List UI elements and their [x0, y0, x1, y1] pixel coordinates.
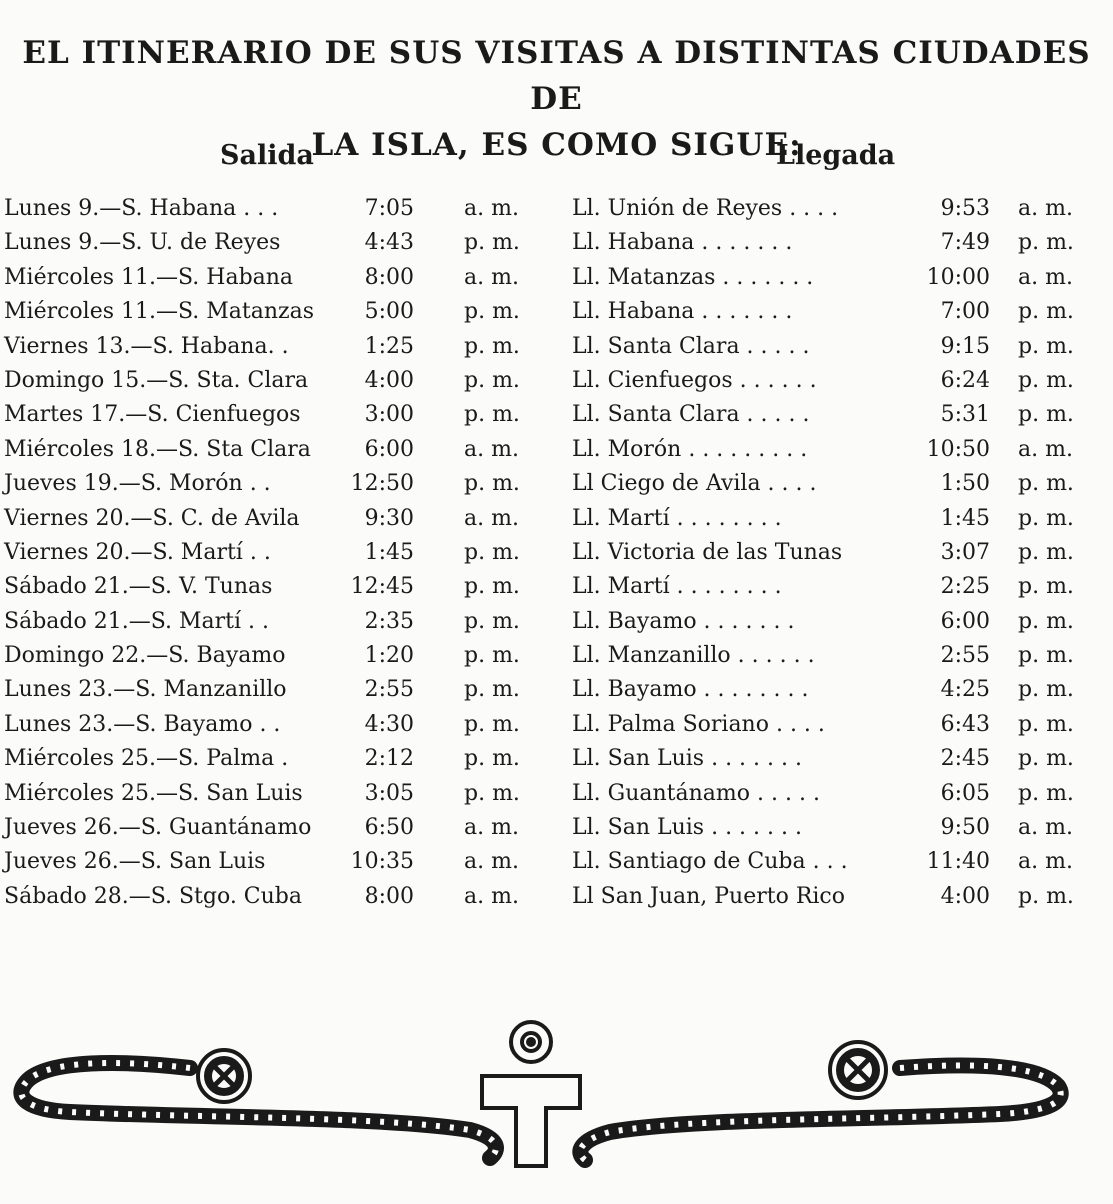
arrival-place: Ll. Martí . . . . . . . .	[572, 574, 782, 600]
arrival-ampm: p. m.	[1018, 643, 1074, 669]
departure-column-header: Salida	[220, 140, 314, 171]
arrival-ampm: p. m.	[1018, 402, 1074, 428]
arrival-place: Ll San Juan, Puerto Rico	[572, 883, 846, 909]
departure-ampm: p. m.	[464, 746, 520, 772]
arrival-row	[572, 673, 1108, 707]
departure-time: 6:00	[364, 436, 414, 462]
departure-ampm: p. m.	[464, 402, 520, 428]
departure-row	[4, 467, 534, 501]
arrival-time: 2:25	[940, 574, 990, 600]
departure-time: 4:30	[364, 711, 414, 737]
arrival-ampm: a. m.	[1018, 264, 1073, 290]
departure-ampm: a. m.	[464, 264, 519, 290]
arrival-place: Ll. Unión de Reyes . . . .	[572, 196, 839, 221]
arrival-row	[572, 639, 1108, 673]
departure-row	[4, 261, 534, 295]
arrival-place: Ll. Habana . . . . . . .	[572, 299, 793, 325]
departure-time: 12:50	[350, 471, 414, 497]
arrival-row	[572, 502, 1108, 536]
departure-row	[4, 570, 534, 604]
arrival-ampm: p. m.	[1018, 539, 1074, 565]
arrival-ampm: a. m.	[1018, 196, 1073, 221]
arrival-time: 4:00	[940, 883, 990, 909]
departure-time: 2:12	[364, 746, 414, 772]
arrival-place: Ll. Manzanillo . . . . . .	[572, 643, 815, 669]
departure-time: 1:45	[364, 539, 414, 565]
departure-time: 1:25	[364, 333, 414, 359]
departure-time: 1:20	[364, 643, 414, 669]
departure-time: 8:00	[364, 883, 414, 909]
departure-row	[4, 295, 534, 329]
arrival-place: Ll. San Luis . . . . . . .	[572, 815, 802, 841]
departure-ampm: p. m.	[464, 230, 520, 256]
arrival-time: 7:00	[940, 299, 990, 325]
departure-place: Miércoles 25.—S. San Luis	[4, 780, 303, 806]
arrival-time: 1:50	[940, 471, 990, 497]
departure-place: Domingo 22.—S. Bayamo	[4, 643, 286, 669]
arrival-place: Ll. Guantánamo . . . . .	[572, 780, 820, 806]
departure-ampm: a. m.	[464, 815, 519, 841]
arrival-place: Ll. Palma Soriano . . . .	[572, 711, 825, 737]
departure-place: Martes 17.—S. Cienfuegos	[4, 402, 301, 428]
arrival-ampm: a. m.	[1018, 815, 1073, 841]
arrival-row	[572, 433, 1108, 467]
departure-list	[4, 192, 534, 914]
itinerary-title	[0, 30, 1113, 168]
departure-row	[4, 811, 534, 845]
departure-time: 10:35	[350, 849, 414, 875]
departure-place: Viernes 20.—S. C. de Avila	[4, 505, 300, 531]
arrival-ampm: a. m.	[1018, 849, 1073, 875]
departure-ampm: p. m.	[464, 333, 520, 359]
arrival-place: Ll. Habana . . . . . . .	[572, 230, 793, 256]
arrival-ampm: p. m.	[1018, 746, 1074, 772]
departure-row	[4, 330, 534, 364]
arrival-row	[572, 880, 1108, 914]
departure-place: Lunes 9.—S. Habana . . .	[4, 196, 279, 221]
arrival-row	[572, 364, 1108, 398]
arrival-row	[572, 226, 1108, 260]
departure-place: Domingo 15.—S. Sta. Clara	[4, 367, 309, 393]
departure-ampm: a. m.	[464, 883, 519, 909]
departure-row	[4, 880, 534, 914]
departure-row	[4, 226, 534, 260]
arrival-place: Ll. Santa Clara . . . . .	[572, 402, 810, 428]
departure-ampm: a. m.	[464, 505, 519, 531]
departure-time: 9:30	[364, 505, 414, 531]
departure-time: 2:55	[364, 677, 414, 703]
departure-time: 8:00	[364, 264, 414, 290]
departure-ampm: p. m.	[464, 539, 520, 565]
departure-place: Sábado 21.—S. Martí . .	[4, 608, 269, 634]
arrival-time: 9:50	[940, 815, 990, 841]
arrival-row	[572, 192, 1108, 226]
departure-ampm: p. m.	[464, 711, 520, 737]
departure-time: 4:43	[364, 230, 414, 256]
title-line-1: EL ITINERARIO DE SUS VISITAS A DISTINTAS CIUDADES DE	[22, 35, 1091, 117]
departure-row	[4, 192, 534, 226]
arrival-place: Ll Ciego de Avila . . . .	[572, 471, 817, 497]
departure-ampm: p. m.	[464, 780, 520, 806]
arrival-time: 10:50	[926, 436, 990, 462]
arrival-row	[572, 261, 1108, 295]
serpent-cross-ornament-icon	[0, 1020, 1113, 1180]
arrival-place: Ll. Martí . . . . . . . .	[572, 505, 782, 531]
departure-place: Jueves 26.—S. San Luis	[4, 849, 266, 875]
departure-place: Lunes 9.—S. U. de Reyes	[4, 230, 281, 256]
departure-time: 7:05	[364, 196, 414, 221]
departure-row	[4, 502, 534, 536]
departure-time: 2:35	[364, 608, 414, 634]
arrival-time: 2:55	[940, 643, 990, 669]
departure-time: 12:45	[350, 574, 414, 600]
arrival-ampm: p. m.	[1018, 780, 1074, 806]
departure-ampm: p. m.	[464, 367, 520, 393]
arrival-ampm: p. m.	[1018, 299, 1074, 325]
arrival-ampm: p. m.	[1018, 367, 1074, 393]
arrival-place: Ll. Cienfuegos . . . . . .	[572, 367, 817, 393]
departure-time: 5:00	[364, 299, 414, 325]
arrival-ampm: p. m.	[1018, 883, 1074, 909]
arrival-ampm: p. m.	[1018, 230, 1074, 256]
departure-place: Miércoles 18.—S. Sta Clara	[4, 436, 311, 462]
departure-row	[4, 777, 534, 811]
arrival-place: Ll. Bayamo . . . . . . .	[572, 608, 795, 634]
arrival-ampm: p. m.	[1018, 677, 1074, 703]
arrival-column-header: Llegada	[776, 140, 896, 171]
arrival-place: Ll. San Luis . . . . . . .	[572, 746, 802, 772]
arrival-time: 6:24	[940, 367, 990, 393]
departure-ampm: a. m.	[464, 849, 519, 875]
arrival-row	[572, 811, 1108, 845]
departure-row	[4, 398, 534, 432]
departure-row	[4, 708, 534, 742]
departure-ampm: p. m.	[464, 643, 520, 669]
arrival-place: Ll. Victoria de las Tunas	[572, 539, 843, 565]
arrival-ampm: a. m.	[1018, 436, 1073, 462]
arrival-row	[572, 845, 1108, 879]
departure-ampm: a. m.	[464, 436, 519, 462]
arrival-ampm: p. m.	[1018, 574, 1074, 600]
arrival-time: 3:07	[940, 539, 990, 565]
departure-row	[4, 673, 534, 707]
departure-ampm: p. m.	[464, 677, 520, 703]
arrival-time: 4:25	[940, 677, 990, 703]
departure-place: Jueves 26.—S. Guantánamo	[4, 815, 312, 841]
arrival-row	[572, 536, 1108, 570]
departure-time: 3:00	[364, 402, 414, 428]
departure-row	[4, 536, 534, 570]
arrival-time: 9:15	[940, 333, 990, 359]
arrival-ampm: p. m.	[1018, 505, 1074, 531]
arrival-row	[572, 330, 1108, 364]
departure-time: 6:50	[364, 815, 414, 841]
departure-row	[4, 605, 534, 639]
departure-row	[4, 742, 534, 776]
departure-place: Lunes 23.—S. Bayamo . .	[4, 711, 281, 737]
arrival-row	[572, 605, 1108, 639]
departure-time: 3:05	[364, 780, 414, 806]
arrival-time: 10:00	[926, 264, 990, 290]
arrival-time: 1:45	[940, 505, 990, 531]
arrival-place: Ll. Santa Clara . . . . .	[572, 333, 810, 359]
departure-time: 4:00	[364, 367, 414, 393]
title-line-2: LA ISLA, ES COMO SIGUE:	[311, 127, 802, 163]
arrival-time: 7:49	[940, 230, 990, 256]
departure-place: Viernes 20.—S. Martí . .	[4, 539, 271, 565]
arrival-row	[572, 742, 1108, 776]
arrival-time: 6:00	[940, 608, 990, 634]
arrival-row	[572, 708, 1108, 742]
departure-row	[4, 845, 534, 879]
departure-place: Miércoles 11.—S. Habana	[4, 264, 294, 290]
arrival-ampm: p. m.	[1018, 333, 1074, 359]
departure-row	[4, 433, 534, 467]
arrival-row	[572, 295, 1108, 329]
arrival-time: 6:05	[940, 780, 990, 806]
departure-place: Viernes 13.—S. Habana. .	[4, 333, 289, 359]
arrival-list	[572, 192, 1108, 914]
departure-ampm: p. m.	[464, 471, 520, 497]
arrival-ampm: p. m.	[1018, 608, 1074, 634]
arrival-ampm: p. m.	[1018, 471, 1074, 497]
departure-row	[4, 639, 534, 673]
arrival-time: 2:45	[940, 746, 990, 772]
departure-place: Jueves 19.—S. Morón . .	[4, 471, 271, 497]
arrival-place: Ll. Bayamo . . . . . . . .	[572, 677, 809, 703]
departure-place: Sábado 28.—S. Stgo. Cuba	[4, 883, 303, 909]
departure-place: Sábado 21.—S. V. Tunas	[4, 574, 273, 600]
departure-row	[4, 364, 534, 398]
arrival-row	[572, 570, 1108, 604]
departure-ampm: p. m.	[464, 608, 520, 634]
departure-place: Miércoles 11.—S. Matanzas	[4, 299, 315, 325]
departure-ampm: p. m.	[464, 299, 520, 325]
arrival-time: 5:31	[940, 402, 990, 428]
arrival-ampm: p. m.	[1018, 711, 1074, 737]
arrival-place: Ll. Morón . . . . . . . . .	[572, 436, 808, 462]
arrival-time: 11:40	[926, 849, 990, 875]
arrival-row	[572, 398, 1108, 432]
departure-place: Lunes 23.—S. Manzanillo	[4, 677, 287, 703]
arrival-row	[572, 777, 1108, 811]
departure-ampm: a. m.	[464, 196, 519, 221]
arrival-place: Ll. Santiago de Cuba . . .	[572, 849, 848, 875]
departure-ampm: p. m.	[464, 574, 520, 600]
arrival-time: 9:53	[940, 196, 990, 221]
arrival-row	[572, 467, 1108, 501]
arrival-time: 6:43	[940, 711, 990, 737]
arrival-place: Ll. Matanzas . . . . . . .	[572, 264, 814, 290]
departure-place: Miércoles 25.—S. Palma .	[4, 746, 289, 772]
